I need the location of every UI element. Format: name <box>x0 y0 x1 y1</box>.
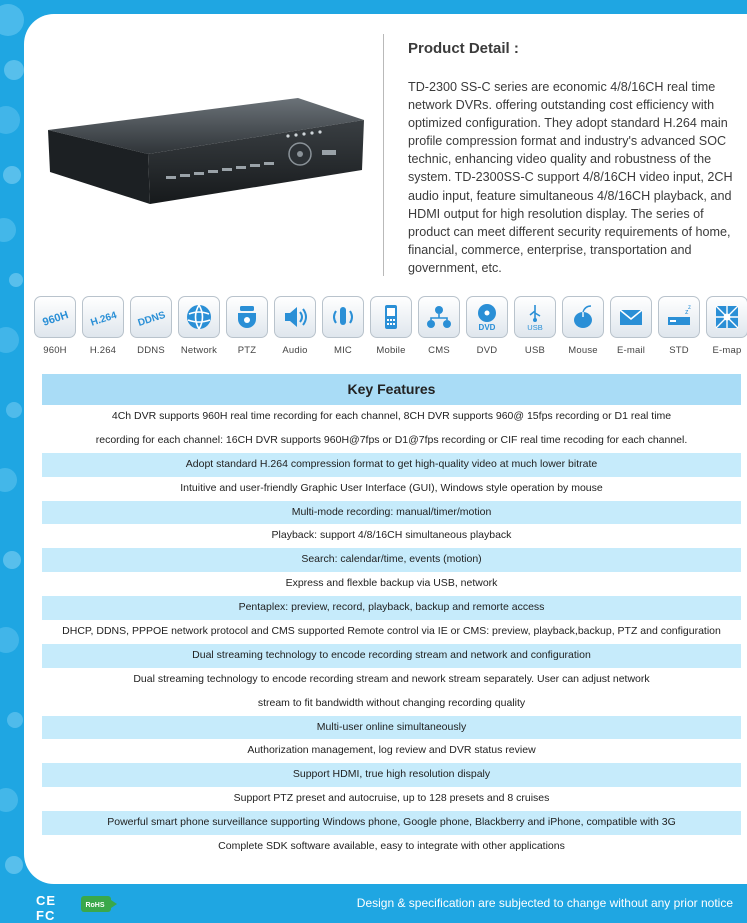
usb-icon <box>514 296 556 338</box>
icon-label: H.264 <box>89 345 117 356</box>
email-envelope-icon <box>610 296 652 338</box>
feature-960h <box>32 296 78 356</box>
icon-label: 960H <box>43 345 67 356</box>
960h-icon <box>34 296 76 338</box>
feature-row: Search: calendar/time, events (motion) <box>42 548 741 572</box>
feature-row: Multi-mode recording: manual/timer/motion <box>42 501 741 525</box>
svg-text:DVD: DVD <box>478 323 496 332</box>
svg-text:z: z <box>685 309 689 316</box>
svg-text:H.264: H.264 <box>89 310 119 329</box>
icon-label: MIC <box>333 345 352 356</box>
microphone-icon <box>322 296 364 338</box>
icon-label: CMS <box>428 345 450 356</box>
icon-label: Mouse <box>568 345 598 356</box>
feature-mic <box>320 296 366 356</box>
ce-fc-mark: CE FC <box>36 893 57 923</box>
feature-mouse <box>560 296 606 356</box>
icon-label: DVD <box>476 345 498 356</box>
feature-row: Express and flexble backup via USB, network <box>42 572 741 596</box>
icon-label: DDNS <box>137 345 165 356</box>
feature-row: Adopt standard H.264 compression format to get high-quality video at much lower bitrate <box>42 453 741 477</box>
rohs-logo <box>80 893 118 915</box>
icon-label: PTZ <box>237 345 257 356</box>
feature-row: 4Ch DVR supports 960H real time recording for each channel, 8CH DVR supports 960@ 15fps recording or D1 real time <box>42 405 741 429</box>
rohs-label: RoHS <box>85 902 105 909</box>
svg-text:DDNS: DDNS <box>136 309 167 329</box>
feature-ddns <box>128 296 174 356</box>
h264-icon <box>82 296 124 338</box>
feature-network <box>176 296 222 356</box>
feature-usb <box>512 296 558 356</box>
vertical-divider <box>383 34 384 276</box>
feature-std <box>656 296 702 356</box>
feature-row: Support HDMI, true high resolution dispaly <box>42 763 741 787</box>
feature-cms <box>416 296 462 356</box>
ptz-camera-icon <box>226 296 268 338</box>
feature-row: recording for each channel: 16CH DVR supports 960H@7fps or D1@7fps recording or CIF real time recoding for each channel. <box>42 429 741 453</box>
emap-icon <box>706 296 747 338</box>
speaker-icon <box>274 296 316 338</box>
standby-icon <box>658 296 700 338</box>
mobile-phone-icon <box>370 296 412 338</box>
feature-row: stream to fit bandwidth without changing recording quality <box>42 692 741 716</box>
feature-row: Pentaplex: preview, record, playback, backup and remorte access <box>42 596 741 620</box>
icon-label: Mobile <box>376 345 406 356</box>
svg-text:z: z <box>688 305 691 311</box>
svg-text:USB: USB <box>527 323 543 332</box>
product-detail-description: TD-2300 SS-C series are economic 4/8/16CH real time network DVRs. offering outstanding cost efficiency with optimized configuration. They adopt standard H.264 main profile compression format and industry's advanced SOC technic, enhancing video quality and robustness of the system. TD-2300SS-C support 4/8/16CH video input, 2CH audio input, feature simultaneous 4/8/16CH playback, and HDMI output for high resolution display. The series of product can meet different security requirements of home, financial, commerce, enterprise, transportation and government, etc. <box>408 80 733 275</box>
icon-label: E-mail <box>616 345 646 356</box>
feature-row: Support PTZ preset and autocruise, up to 128 presets and 8 cruises <box>42 787 741 811</box>
feature-row: Multi-user online simultaneously <box>42 716 741 740</box>
icon-label: Network <box>180 345 218 356</box>
feature-mobile <box>368 296 414 356</box>
feature-h264 <box>80 296 126 356</box>
feature-row: Intuitive and user-friendly Graphic User Interface (GUI), Windows style operation by mouse <box>42 477 741 501</box>
dvd-icon <box>466 296 508 338</box>
key-features-table <box>42 374 741 859</box>
key-features-title: Key Features <box>42 374 741 405</box>
feature-row: Playback: support 4/8/16CH simultaneous playback <box>42 524 741 548</box>
feature-icon-row <box>32 296 747 360</box>
feature-emap <box>704 296 747 356</box>
network-globe-icon <box>178 296 220 338</box>
product-detail-title: Product Detail : <box>408 40 519 57</box>
icon-label: E-map <box>712 345 742 356</box>
feature-row: Dual streaming technology to encode recording stream and network and configuration <box>42 644 741 668</box>
feature-row: Powerful smart phone surveillance supporting Windows phone, Google phone, Blackberry and iPhone, compatible with 3G <box>42 811 741 835</box>
icon-label: Audio <box>282 345 308 356</box>
feature-row: DHCP, DDNS, PPPOE network protocol and CMS supported Remote control via IE or CMS: preview, playback,backup, PTZ and configuration <box>42 620 741 644</box>
feature-row: Authorization management, log review and DVR status review <box>42 739 741 763</box>
ddns-icon <box>130 296 172 338</box>
cms-icon <box>418 296 460 338</box>
icon-label: USB <box>524 345 546 356</box>
feature-row: Complete SDK software available, easy to integrate with other applications <box>42 835 741 859</box>
svg-text:960H: 960H <box>41 309 70 329</box>
disclaimer-text: Design & specification are subjected to change without any prior notice <box>356 896 733 910</box>
mouse-icon <box>562 296 604 338</box>
dvr-product-image <box>38 92 368 242</box>
feature-audio <box>272 296 318 356</box>
feature-row: Dual streaming technology to encode recording stream and nework stream separately. User can adjust network <box>42 668 741 692</box>
feature-dvd <box>464 296 510 356</box>
icon-label: STD <box>669 345 689 356</box>
feature-ptz <box>224 296 270 356</box>
feature-email <box>608 296 654 356</box>
